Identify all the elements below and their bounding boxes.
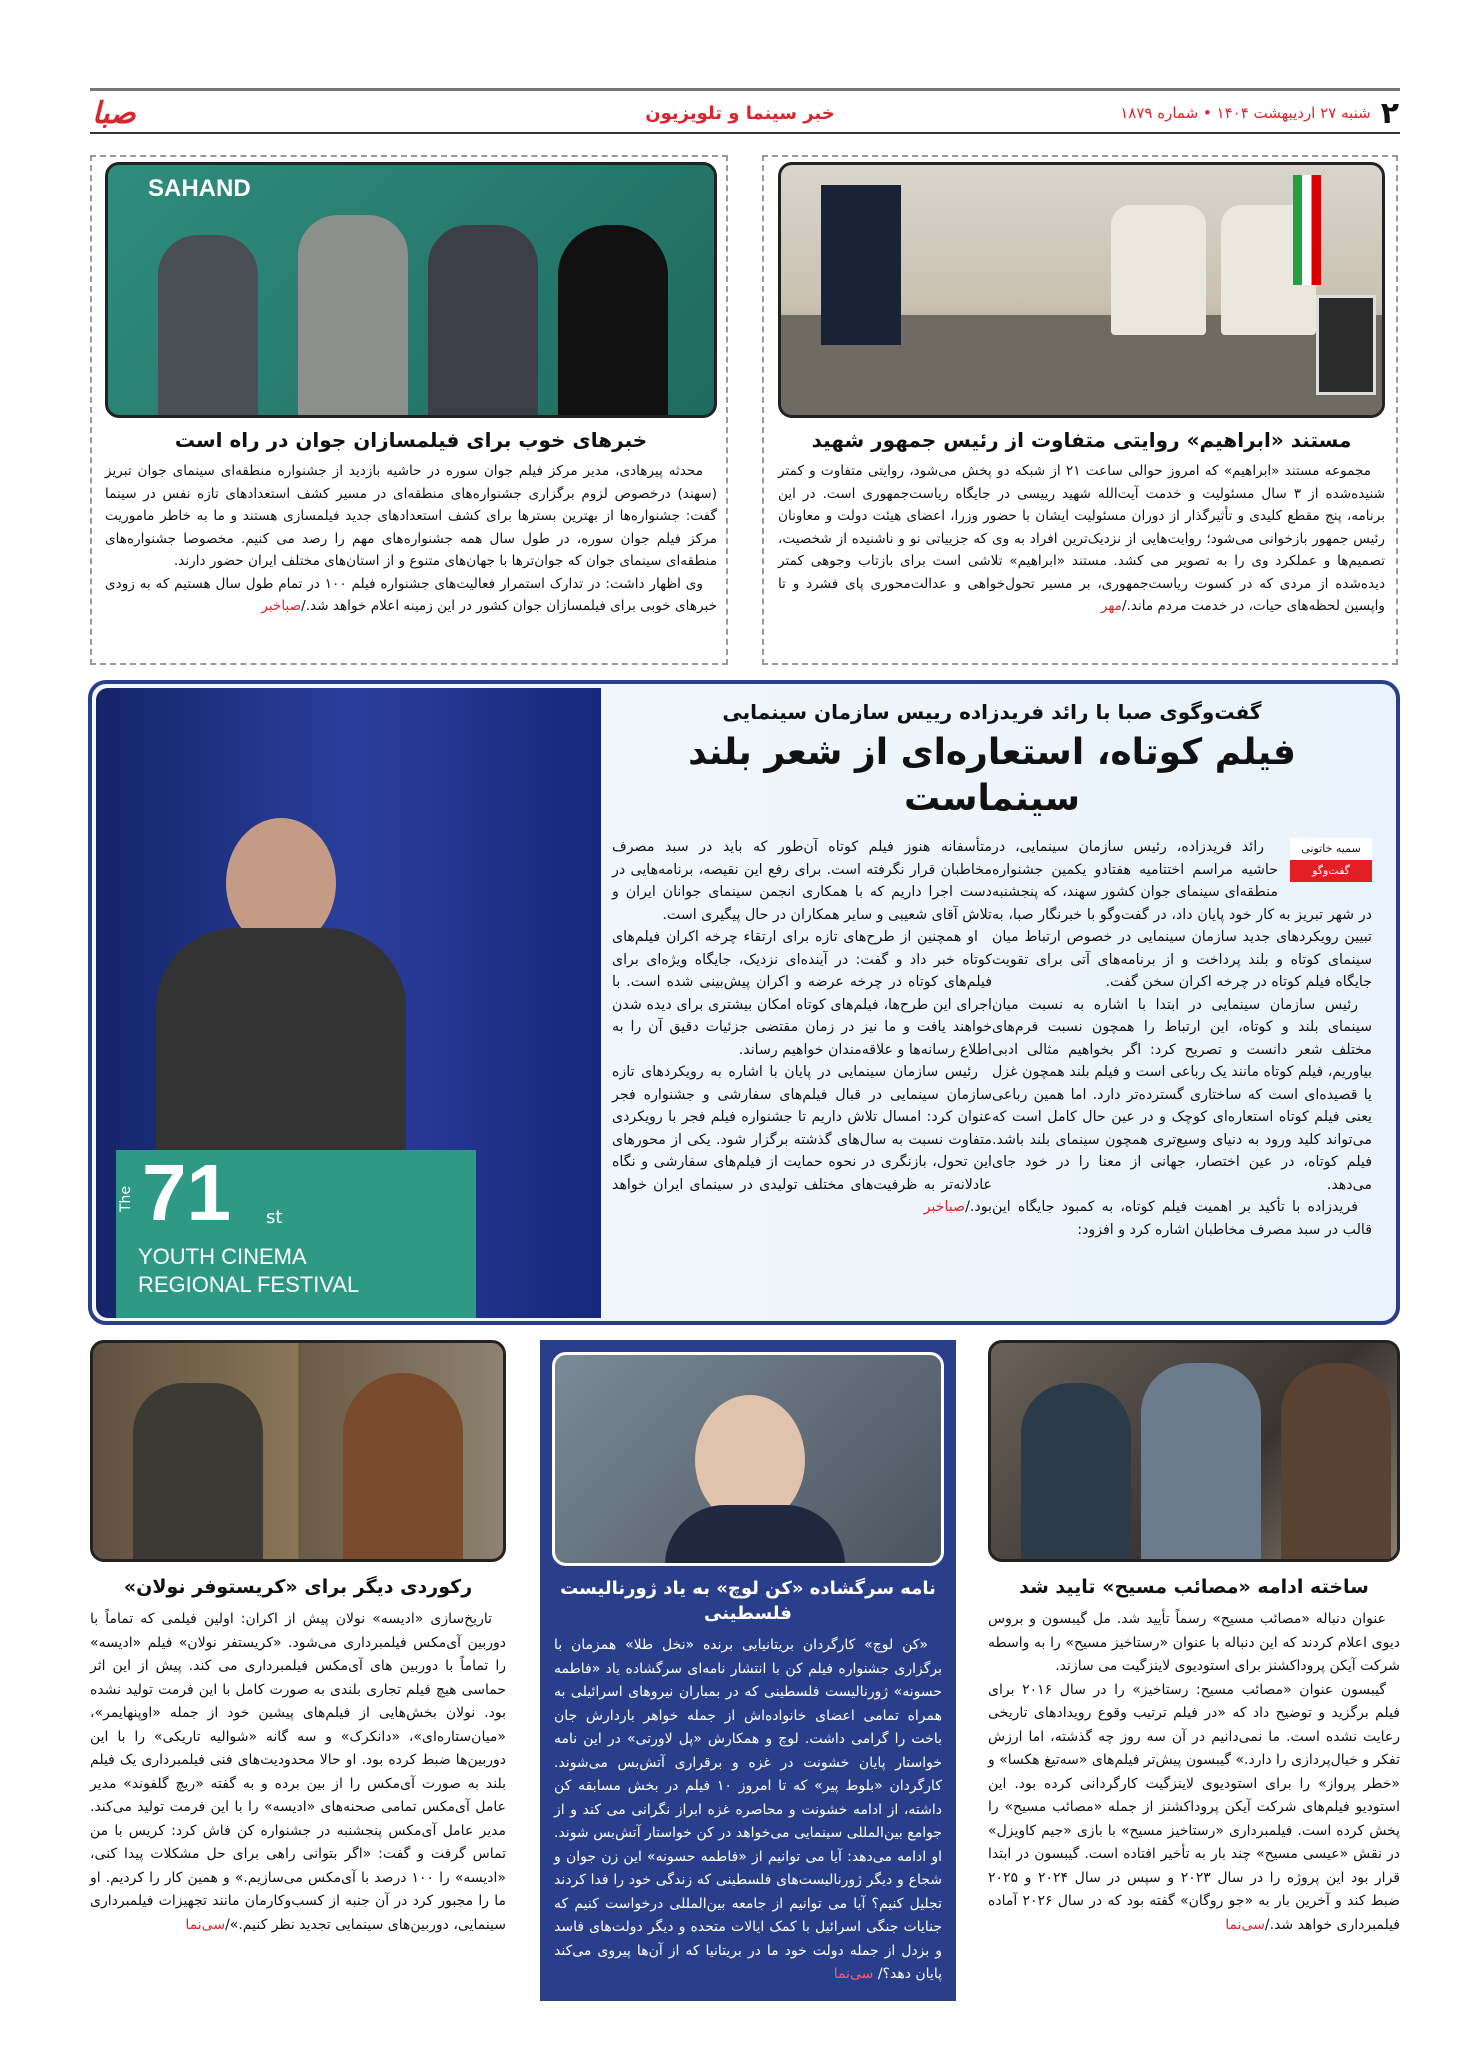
person-shape	[1021, 1383, 1131, 1562]
paragraph: رئیس سازمان سینمایی در پایان با اشاره به رویکردهای تازه سازمان سینمایی در قبال فیلم‌های سفارشی و جشنواره فجر عنوان کرد: امسال تلاش داریم تا جشنواره فیلم فجر با رویکردی متفاوت نسبت به سال‌های گذشته برگزار شود. یکی از محورهای این تحول، بازنگری در نحوه حمایت از فیلم‌های سفارشی و نگاه عادلانه‌تر به ظرفیت‌های مختلف تولیدی در سینمای ایران خواهد بود./	[612, 1064, 992, 1215]
iran-flag-shape	[1293, 175, 1321, 285]
article-text: مجموعه مستند «ابراهیم» که امروز حوالی ساعت ۲۱ از شبکه دو پخش می‌شود، روایتی متفاوت و کمتر شنیده‌شده از ۳ سال مسئولیت و خدمت آیت‌الله شهید رییسی در جایگاه ریاست‌جمهوری است. در این برنامه، پنج مقطع کلیدی و تأثیرگذار از دوران مسئولیت ایشان با حضور وزرا، اعضای هیئت دولت و معاونان رئیس جمهور بازخوانی می‌شود؛ روایت‌هایی از نزدیک‌ترین افراد به وی که جزییاتی نو و ناشنیده از شخصیت، تصمیم‌ها و عملکرد وی را به تصویر می کشد. مستند «ابراهیم» تلاشی است برای بازتاب وجوهی کمتر دیده‌شده از مردی که در کسوت ریاست‌جمهوری، بر مسیر تحول‌خواهی و عدالت‌محوری پای فشرد و تا واپسین لحظه‌های حیات، در خدمت مردم ماند./	[778, 463, 1386, 614]
interview-box	[88, 680, 1400, 1325]
article-title: رکوردی دیگر برای «کریستوفر نولان»	[123, 1576, 473, 1598]
article-body	[552, 1634, 944, 1987]
article-body	[105, 460, 717, 618]
source-label: سی‌نما	[1225, 1916, 1265, 1933]
article-title: مستند «ابراهیم» روایتی متفاوت از رئیس جمهور شهید	[811, 428, 1352, 452]
header-top-rule	[90, 88, 1400, 91]
interview-text-area	[612, 698, 1372, 1241]
byline	[1290, 838, 1372, 882]
paragraph: تاریخ‌سازی «ادیسه» نولان پیش از اکران: اولین فیلمی که تماماً با دوربین آی‌مکس فیلمبرداری می‌شود. «کریستفر نولان» فیلم «ادیسه» را تماماً با دوربین های آی‌مکس فیلمبرداری می کند. پیش از این اثر حماسی هیچ فیلم تجاری بلندی به صورت کامل با این فرمت تولید نشده بود. نولان بخش‌هایی از فیلم‌های پیشین خود از جمله «اوپنهایمر»، «میان‌ستاره‌ای»، «دانکرک» و سه گانه «شوالیه تاریکی» را با این دوربین‌ها ضبط کرده بود. او حالا محدودیت‌های فنی فیلمبرداری یک فیلم بلند به صورت آی‌مکس را از بین برده و به گفته «ریچ گلفوند» مدیر عامل آی‌مکس تمامی صحنه‌های «ادیسه» را با این فرمت تولید می‌کند. مدیر عامل آی‌مکس پنجشنبه در جشنواره کن فاش کرد: کریس با من تماس گرفت و گفت: «اگر بتوانی راهی برای حل مشکلات پیدا کنی، «ادیسه» را ۱۰۰ درصد با آی‌مکس می‌سازیم.» و همین کار را کردیم. او ما را مجبور کرد در آن جنبه از کسب‌وکارمان مانند تجهیزات فیلمبرداری سینمایی، دوربین‌های سینمایی تجدید نظر کنیم.»/	[90, 1611, 506, 1933]
portrait-frame	[1316, 295, 1376, 395]
issue-date: شنبه ۲۷ اردیبهشت ۱۴۰۴ • شماره ۱۸۷۹	[1120, 104, 1371, 122]
source-label: صباخبر	[261, 598, 302, 614]
section-title: خبر سینما و تلویزیون	[645, 102, 835, 124]
article-text-block	[988, 1574, 1400, 1937]
author-name: سمیه خاتونی	[1290, 838, 1372, 860]
article-body	[988, 1608, 1400, 1937]
person-shape	[558, 225, 668, 418]
person-shape	[1141, 1363, 1261, 1562]
article-title: ساخته ادامه «مصائب مسیح» تایید شد	[1019, 1576, 1369, 1598]
sahand-sign: SAHAND	[148, 175, 251, 202]
paragraph: فریدزاده با تأکید بر اهمیت فیلم کوتاه، به کمبود جایگاه این قالب در سبد مصرف مخاطبان اشاره کرد و افزود:	[992, 1199, 1372, 1238]
article-title: خبرهای خوب برای فیلمسازان جوان در راه است	[174, 428, 648, 452]
paragraph: رئیس سازمان سینمایی در ابتدا با اشاره به نسبت میان سینمای بلند و کوتاه، این ارتباط را همچون نسبت فرم‌های مختلف شعر دانست و تصریح کرد: اگر بخواهیم مثالی ادبی بیاوریم، فیلم کوتاه مانند یک رباعی است و فیلم بلند همچون غزل یا قصیده‌ای است که ساختاری گسترده‌تر دارد. اما همین رباعی یعنی فیلم کوتاه استعاره‌ای کوچک و در عین حال کامل است که می‌تواند کلید ورود به دنیای وسیع‌تری همچون سینمای بلند باشد. فیلم کوتاه، در عین اختصار، جهانی از معنا را در خود جای می‌دهد.	[992, 996, 1372, 1193]
banner-the: The	[118, 1185, 134, 1212]
interview-columns	[612, 836, 1372, 1241]
paragraph: عنوان دنباله «مصائب مسیح» رسماً تأیید شد. مل گیبسون و بروس دیوی اعلام کردند که این دنباله با عنوان «رستاخیز مسیح» را به واسطه شرکت آیکن پروداکشنز برای استودیوی لاینزگیت می سازند.	[988, 1611, 1400, 1674]
ken-loach-box	[540, 1340, 956, 2001]
suit-shape	[665, 1505, 845, 1566]
source-label: سی‌نما	[833, 1966, 874, 1982]
page-number: ۲	[1380, 95, 1399, 131]
festival-banner	[116, 1150, 476, 1318]
paragraph: متأسفانه هنوز فیلم کوتاه آن‌طور که باید در سبد مصرف مخاطبان قرار نگرفته است. برای رفع این نقیصه، برنامه‌هایی در دست اجرا داریم که با همکاری انجمن سینمای جوانان ایران و تلاش آقای شعیبی و سایر همکاران در حال پیگیری است.	[612, 839, 992, 923]
banner-suffix: st	[266, 1207, 283, 1228]
paragraph: رائد فریدزاده، رئیس سازمان سینمایی، در حاشیه مراسم اختتامیه هفتادو یکمین جشنواره منطقه‌ای سینمای جوان کشور سهند، که پنجشنبه در شهر تبریز به کار خود پایان داد، در گفت‌وگو با خبرنگار صبا، به تبیین رویکردهای جدید سازمان سینمایی در خصوص ارتباط میان سینمای کوتاه و بلند پرداخت و از برنامه‌های آتی برای تقویت جایگاه فیلم کوتاه در چرخه اکران سخن گفت.	[992, 839, 1372, 990]
chair-shape	[1111, 205, 1206, 335]
nolan-films-photo	[90, 1340, 506, 1562]
festival-group-photo	[105, 162, 717, 418]
header-bottom-rule	[90, 132, 1400, 134]
banner-number: 71	[142, 1148, 231, 1237]
article-text-block	[105, 426, 717, 618]
paragraph: او همچنین از طرح‌های تازه برای ارتقاء چرخه اکران فیلم‌های کوتاه خبر داد و گفت: در آینده‌ای نزدیک، جایگاه ویژه‌ای برای فیلم‌های کوتاه در چرخه عرضه و اکران پیش‌بینی شده است. با اجرای این طرح‌ها، فیلم‌های کوتاه امکان بیشتری برای دیده شدن خواهند یافت و ما نیز در زمان مقتضی جزئیات دقیق آن را به اطلاع رسانه‌ها و علاقه‌مندان خواهیم رساند.	[612, 929, 992, 1058]
interview-badge: گفت‌وگو	[1290, 860, 1372, 882]
interview-kicker: گفت‌وگوی صبا با رائد فریدزاده رییس سازمان سینمایی	[722, 700, 1262, 724]
article-body	[90, 1608, 506, 1937]
interview-column-1	[992, 836, 1372, 1241]
paragraph: گیبسون عنوان «مصائب مسیح: رستاخیز» را در سال ۲۰۱۶ برای فیلم برگزید و توضیح داد که «در فیلم ترتیب وقوع رویدادهای تاریخی رعایت نشده است. ما نمی‌دانیم در آن سه روز چه گذشته، اما ارزش تفکر و خیال‌پردازی را دارد.» گیبسون پیش‌تر فیلم‌های «سه‌تیغ هکسا» و «خطر پرواز» را برای استودیوی لاینزگیت کارگردانی کرده بود. این استودیو فیلم‌های شرکت آیکن پروداکشنز از جمله «مصائب مسیح» را پخش کرده است. فیلمبرداری «رستاخیز مسیح» با بازی «جیم کاویزل» در نقش «عیسی مسیح» چند بار به تأخیر افتاده است. گیبسون در ابتدا قرار بود این پروژه را در سال ۲۰۲۳ و سپس در سال ۲۰۲۴ و ۲۰۲۵ ضبط کند و آخرین بار به «جو روگان» گفته بود که در سال ۲۰۲۶ آماده فیلمبرداری خواهد شد./	[987, 1681, 1400, 1933]
person-shape	[133, 1383, 263, 1562]
interview-column-2	[612, 836, 992, 1241]
passion-christ-photo	[988, 1340, 1400, 1562]
source-label: صباخبر	[923, 1199, 966, 1215]
article-title: نامه سرگشاده «کن لوچ» به یاد ژورنالیست فلسطینی	[560, 1578, 936, 1624]
paragraph: «کن لوچ» کارگردان بریتانیایی برنده «نخل طلا» همزمان با برگزاری جشنواره فیلم کن با انتشار نامه‌ای سرگشاده یاد «فاطمه حسونه» ژورنالیست فلسطینی که در بمباران نیروهای اسرائیلی به همراه تمامی اعضای خانواده‌اش از جمله خواهر باردارش جان باخت را گرامی داشت. لوچ و همکارش «پل لاورتی» در این نامه خواستار پایان خشونت در غزه و برقراری آتش‌بس می‌شوند. کارگردان «بلوط پیر» که تا امروز ۱۰ فیلم در بخش مسابقه کن داشته، از ادامه خشونت و محاصره غزه ابراز نگرانی می کند و از جوامع بین‌المللی سینمایی می‌خواهد در کن خواستار آتش‌بس شوند. او ادامه می‌دهد: آیا می توانیم از «فاطمه حسونه» این زن جوان و شجاع و دیگر ژورنالیست‌های فلسطینی که زندگی خود را فدا کردند تجلیل کنیم؟ آیا می توانیم از جامعه بین‌المللی درخواست کنیم که جنایات جنگی اسرائیل با کمک ایالات متحده و دیگر دولت‌های فاسد و بزدل از جمله دولت خود ما در بریتانیا که از آن‌ها پیروی می‌کند پایان دهد؟/	[554, 1637, 942, 1982]
header-meta	[1120, 96, 1399, 130]
warrior-shape	[343, 1373, 463, 1562]
speaker-photo	[96, 688, 601, 1318]
saba-logo: صبا	[92, 95, 136, 131]
meeting-room-photo	[778, 162, 1385, 418]
article-text-block	[90, 1574, 506, 1937]
article-body	[778, 460, 1385, 618]
banner-line1: YOUTH CINEMA	[138, 1244, 307, 1269]
source-label: سی‌نما	[185, 1916, 226, 1933]
paragraph: محدثه پیرهادی، مدیر مرکز فیلم جوان سوره در حاشیه بازدید از جشنواره منطقه‌ای سینمای جوان تبریز (سهند) درخصوص لزوم برگزاری جشنواره‌های منطقه‌ای در مسیر کشف استعدادهای تازه نفس در سینما گفت: جشنواره‌ها از بهترین بسترها برای کشف استعدادهای جدید فیلمسازی هستند و ما به خاطر ماموریت مرکز فیلم جوان سوره، در طول سال همه جشنواره‌های مهم را رصد می کنیم. مخصوصا جشنواره‌های منطقه‌ای سینمای جوان که جوان‌ترها با جهان‌های متنوع و از استان‌های مختلف ایران حضور دارند.	[105, 463, 717, 569]
person-shape	[1281, 1363, 1391, 1562]
person-shape	[428, 225, 538, 418]
person-shape	[158, 235, 258, 418]
article-text-block	[778, 426, 1385, 618]
person-shape	[298, 215, 408, 418]
banner-line2: REGIONAL FESTIVAL	[138, 1272, 360, 1297]
interview-title: فیلم کوتاه، استعاره‌ای از شعر بلند سینماست	[688, 732, 1296, 819]
draped-chair-shape	[821, 185, 901, 345]
source-label: مهر	[1100, 598, 1122, 614]
ken-loach-photo	[552, 1352, 944, 1566]
paragraph: وی اظهار داشت: در تدارک استمرار فعالیت‌های جشنواره فیلم ۱۰۰ در تمام طول سال هستیم که به زودی خبرهای خوبی برای فیلمسازان جوان کشور در این زمینه اعلام خواهد شد./	[105, 575, 717, 614]
